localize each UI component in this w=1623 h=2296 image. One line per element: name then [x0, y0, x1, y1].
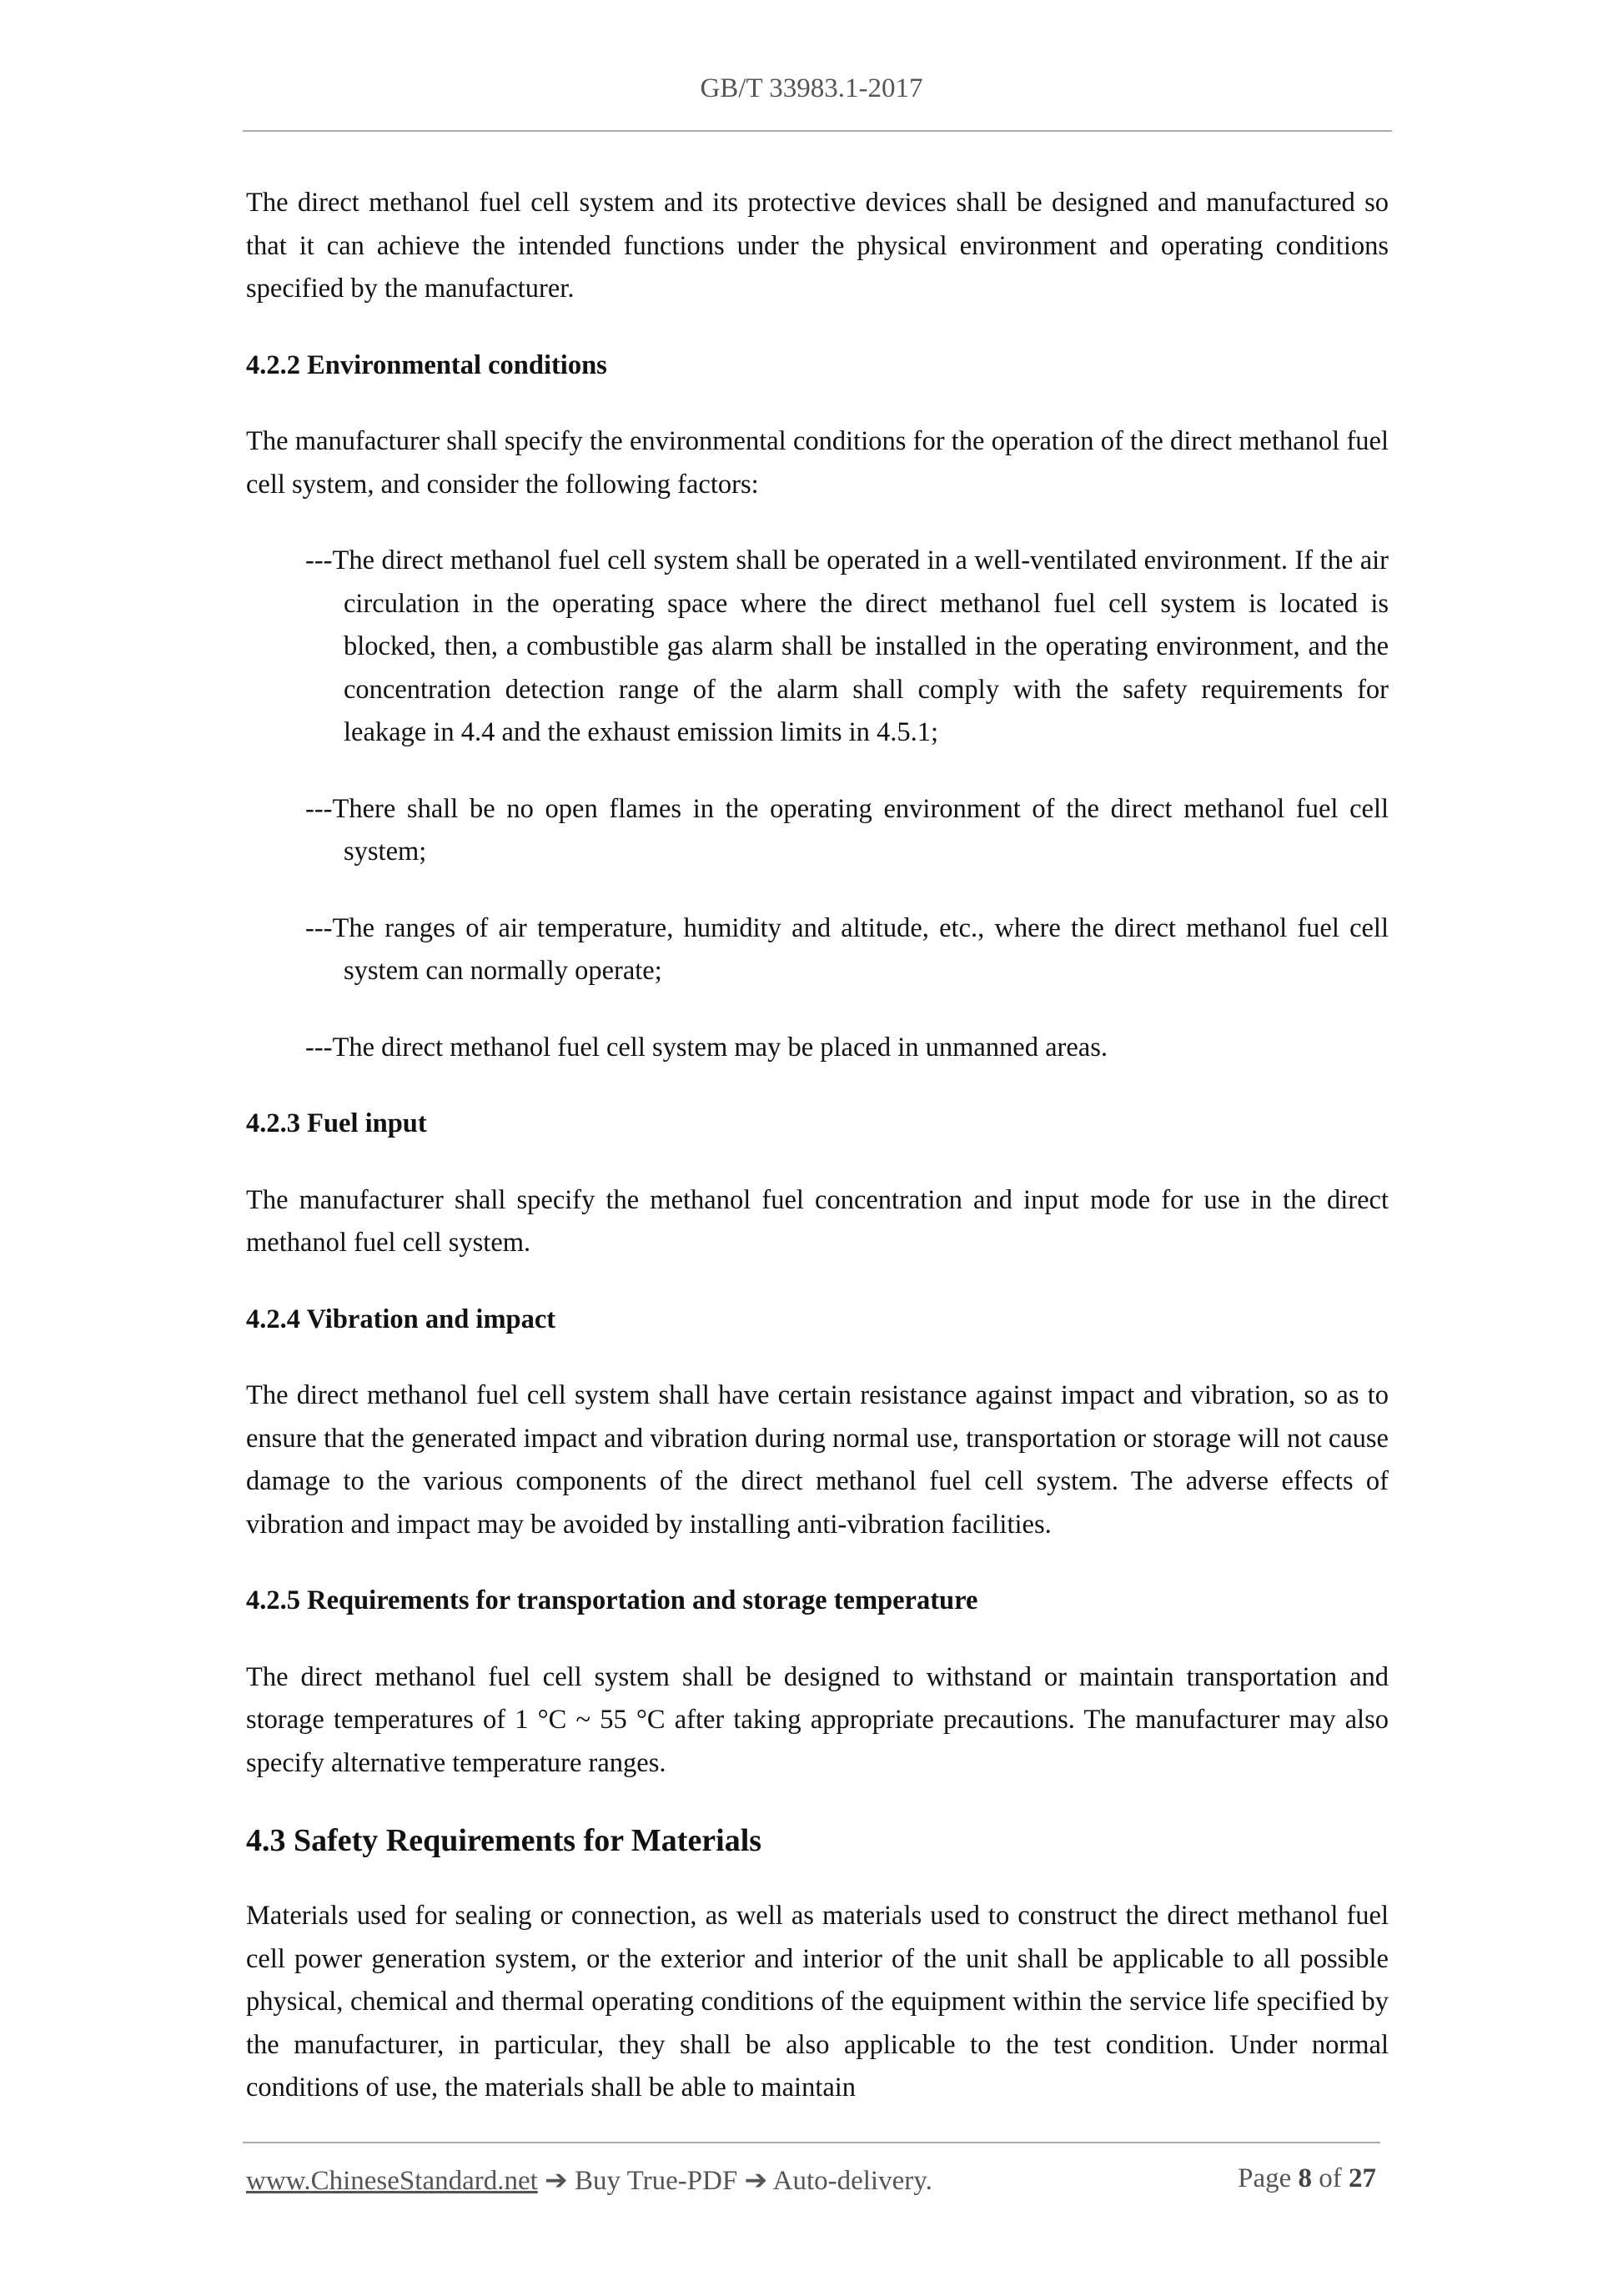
delivery-text: Auto-delivery. — [772, 2166, 932, 2196]
document-id-header: GB/T 33983.1-2017 — [700, 73, 923, 103]
paragraph: The direct methanol fuel cell system and its protective devices shall be designed and manufactured so that it can achieve the intended functions under the physical environment and operating conditions specified by the manufacturer. — [246, 188, 1389, 304]
section-heading-4-3: 4.3 Safety Requirements for Materials — [246, 1823, 762, 1858]
paragraph: The manufacturer shall specify the environmental conditions for the operation of the direct methanol fuel cell system, and consider the following factors: — [246, 426, 1389, 500]
arrow-right-icon: ➔ — [744, 2166, 768, 2196]
page-label: Page — [1238, 2163, 1292, 2193]
paragraph: The manufacturer shall specify the methanol fuel concentration and input mode for use in the direct methanol fuel cell system. — [246, 1184, 1389, 1258]
list-item: ---The direct methanol fuel cell system may be placed in unmanned areas. — [305, 1032, 1108, 1063]
buy-text: Buy True-PDF — [574, 2166, 738, 2196]
section-heading-4-2-2: 4.2.2 Environmental conditions — [246, 349, 607, 380]
site-link[interactable]: www.ChineseStandard.net — [246, 2166, 538, 2196]
page-number: 8 — [1298, 2163, 1312, 2193]
list-item: ---The direct methanol fuel cell system shall be operated in a well-ventilated environment. If the air circulation in the operating space where the direct methanol fuel cell system is located is blocked, then, a combustible gas alarm shall be installed in the operating environment, and the concentration detection range of the alarm shall comply with the safety requirements for leakage in 4.4 and the exhaust emission limits in 4.5.1; — [305, 545, 1389, 747]
page-footer — [246, 2163, 1376, 2197]
section-heading-4-2-3: 4.2.3 Fuel input — [246, 1108, 427, 1138]
paragraph: The direct methanol fuel cell system shall have certain resistance against impact and vibration, so as to ensure that the generated impact and vibration during normal use, transportation or storage will not cause damage to the various components of the direct methanol fuel cell system. The adverse effects of vibration and impact may be avoided by installing anti-vibration facilities. — [246, 1380, 1389, 1540]
section-heading-4-2-4: 4.2.4 Vibration and impact — [246, 1304, 556, 1334]
paragraph: Materials used for sealing or connection, as well as materials used to construct the direct methanol fuel cell power generation system, or the exterior and interior of the unit shall be applicable to all possible physical, chemical and thermal operating conditions of the equipment within the service life specified by the manufacturer, in particular, they shall be also applicable to the test condition. Under normal conditions of use, the materials shall be able to maintain — [246, 1901, 1389, 2103]
document-body — [246, 182, 1389, 2143]
of-label: of — [1319, 2163, 1342, 2193]
arrow-right-icon: ➔ — [545, 2166, 568, 2196]
page-total: 27 — [1349, 2163, 1376, 2193]
header-divider — [243, 130, 1392, 132]
list-item: ---There shall be no open flames in the operating environment of the direct methanol fuel cell system; — [305, 793, 1389, 867]
paragraph: The direct methanol fuel cell system shall be designed to withstand or maintain transportation and storage temperatures of 1 °C ~ 55 °C after taking appropriate precautions. The manufacturer may also specify alternative temperature ranges. — [246, 1661, 1389, 1778]
section-heading-4-2-5: 4.2.5 Requirements for transportation and storage temperature — [246, 1585, 978, 1615]
footer-divider — [243, 2142, 1380, 2143]
list-item: ---The ranges of air temperature, humidity and altitude, etc., where the direct methanol fuel cell system can normally operate; — [305, 912, 1389, 986]
page-indicator — [1238, 2163, 1376, 2197]
footer-links — [246, 2163, 932, 2197]
